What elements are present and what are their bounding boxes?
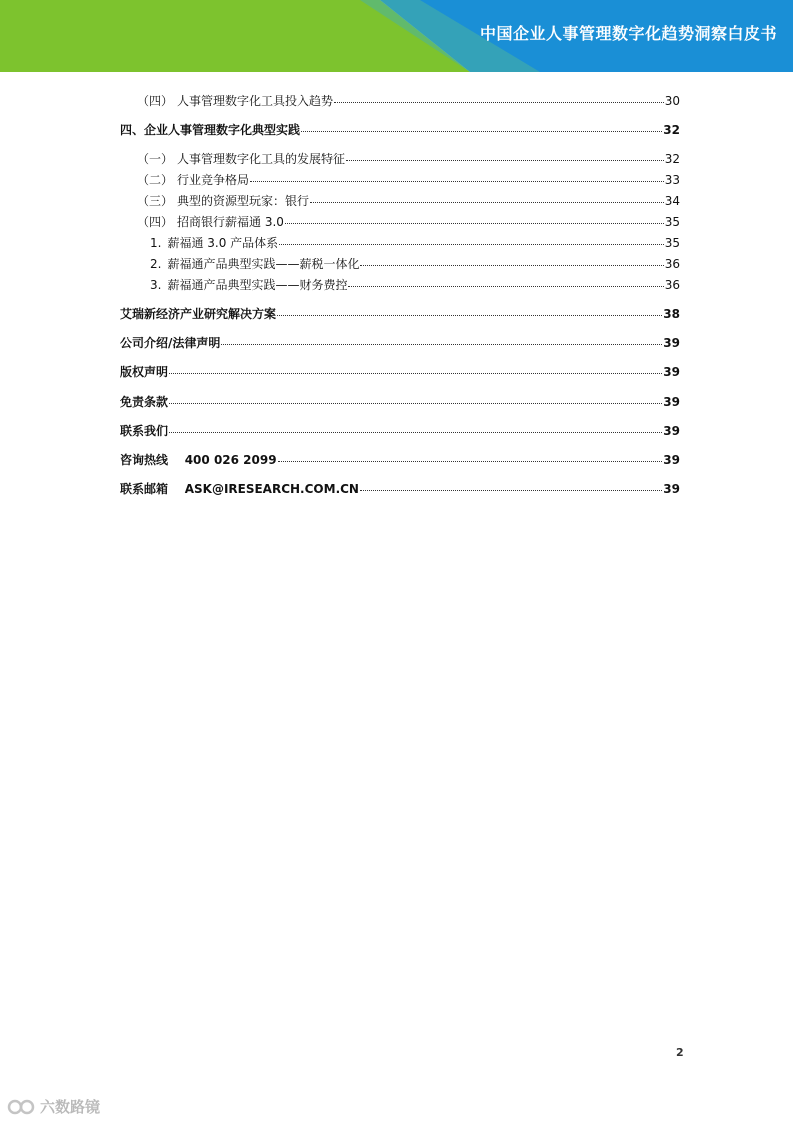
toc-dot-leader [279,244,664,245]
toc-entry[interactable] [137,215,680,229]
toc-entry-number: （四） [137,94,174,108]
toc-entry[interactable] [137,94,680,108]
toc-entry-text: 招商银行薪福通 3.0 [177,215,284,229]
toc-entry-page: 35 [664,236,680,250]
toc-entry-page: 35 [664,215,680,229]
toc-dot-leader [301,131,662,132]
page-header [0,0,793,72]
toc-entry-text: 联系我们 [120,424,169,438]
toc-entry[interactable] [137,173,680,187]
toc-entry-page: 33 [664,173,680,187]
toc-entry[interactable] [150,278,680,292]
toc-entry-text: 薪福通产品典型实践——薪税一体化 [167,257,360,271]
toc-dot-leader [285,223,664,224]
toc-entry-text: 行业竞争格局 [177,173,250,187]
toc-dot-leader [169,403,662,404]
toc-entry-label [120,424,168,438]
toc-entry-page: 39 [663,482,680,496]
toc-entry-text: 免责条款 [120,395,169,409]
toc-dot-leader [360,490,662,491]
toc-entry-label [137,215,284,229]
toc-dot-leader [348,286,663,287]
document-title: 中国企业人事管理数字化趋势洞察白皮书 [479,24,777,43]
toc-entry-number: （四） [137,215,174,229]
toc-entry-label [120,482,359,496]
toc-entry-page: 32 [663,123,680,137]
toc-entry-text: 联系邮箱 ASK@IRESEARCH.COM.CN [120,482,359,496]
toc-entry[interactable] [120,365,680,379]
toc-entry-text: 薪福通产品典型实践——财务费控 [167,278,348,292]
toc-entry-text: 人事管理数字化工具投入趋势 [177,94,334,108]
toc-entry-label [120,395,168,409]
toc-entry[interactable] [120,336,680,350]
toc-entry[interactable] [120,307,680,321]
toc-dot-leader [277,315,662,316]
toc-entry-number: （三） [137,194,174,208]
toc-entry-number: 2. [150,257,162,271]
toc-entry-page: 34 [664,194,680,208]
toc-entry[interactable] [120,123,680,137]
toc-dot-leader [169,373,662,374]
toc-entry-page: 36 [664,257,680,271]
toc-entry-page: 39 [663,365,680,379]
toc-entry-label [120,453,277,467]
toc-dot-leader [334,102,664,103]
toc-entry-text: 版权声明 [120,365,169,379]
toc-entry-text: 四、企业人事管理数字化典型实践 [120,123,301,137]
toc-entry-label [120,336,220,350]
toc-entry-label [120,123,300,137]
toc-entry-number: （一） [137,152,174,166]
toc-entry[interactable] [137,152,680,166]
toc-entry-page: 30 [664,94,680,108]
toc-entry-page: 36 [664,278,680,292]
toc-dot-leader [169,432,662,433]
toc-entry-label [137,194,309,208]
toc-entry-text: 公司介绍/法律声明 [120,336,221,350]
toc-entry[interactable] [120,424,680,438]
toc-entry-text: 典型的资源型玩家：银行 [177,194,310,208]
toc-entry-label [120,365,168,379]
toc-dot-leader [346,160,664,161]
page-number: 2 [676,1046,684,1059]
toc-entry-label [150,257,359,271]
toc-entry-label [137,94,333,108]
watermark [6,1096,100,1117]
watermark-text: 六数路镜 [40,1098,101,1116]
watermark-logo-icon [6,1098,36,1116]
toc-entry-page: 39 [663,336,680,350]
toc-dot-leader [250,181,664,182]
toc-entry-page: 39 [663,453,680,467]
toc-entry-text: 艾瑞新经济产业研究解决方案 [120,307,277,321]
toc-entry[interactable] [150,236,680,250]
toc-dot-leader [360,265,663,266]
toc-entry[interactable] [120,482,680,496]
toc-entry-label [150,236,278,250]
toc-entry-page: 38 [663,307,680,321]
toc-entry[interactable] [120,453,680,467]
toc-entry-text: 咨询热线 400 026 2099 [120,453,277,467]
toc-entry-number: 3. [150,278,162,292]
toc-dot-leader [221,344,662,345]
toc-entry-page: 32 [664,152,680,166]
toc-entry-page: 39 [663,395,680,409]
toc-entry-label [137,173,249,187]
toc-entry-text: 人事管理数字化工具的发展特征 [177,152,346,166]
toc-entry-label [137,152,345,166]
toc-entry-text: 薪福通 3.0 产品体系 [167,236,279,250]
toc-entry[interactable] [137,194,680,208]
toc-entry[interactable] [150,257,680,271]
toc-entry[interactable] [120,395,680,409]
toc-entry-number: 1. [150,236,162,250]
toc-entry-label [150,278,347,292]
toc-entry-page: 39 [663,424,680,438]
toc-dot-leader [278,461,663,462]
toc-dot-leader [310,202,664,203]
toc-entry-number: （二） [137,173,174,187]
toc-entry-label [120,307,276,321]
